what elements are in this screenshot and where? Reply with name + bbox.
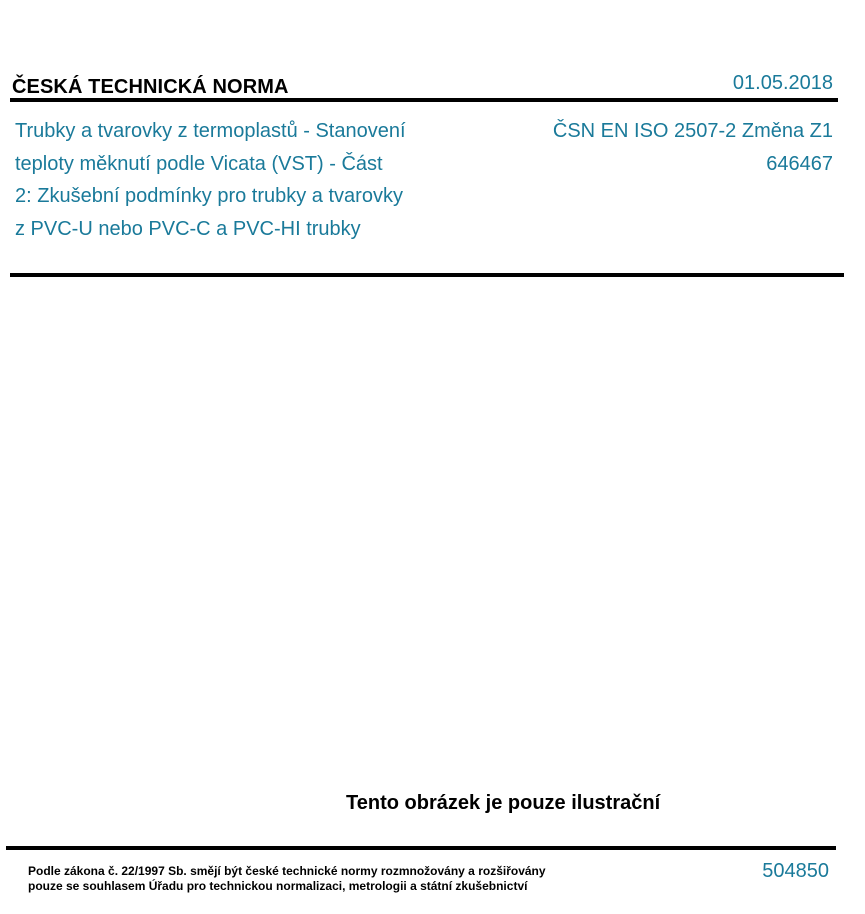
legal-line: Podle zákona č. 22/1997 Sb. smějí být české technické normy rozmnožovány a rozšiřovány xyxy=(28,864,546,878)
title-line: 2: Zkušební podmínky pro trubky a tvarovky xyxy=(15,185,403,207)
class-number: 646467 xyxy=(766,152,833,175)
legal-notice xyxy=(28,864,546,894)
footer-divider xyxy=(6,846,836,850)
document-title xyxy=(15,115,455,245)
publication-date: 01.05.2018 xyxy=(732,72,833,94)
norm-heading: ČESKÁ TECHNICKÁ NORMA xyxy=(12,76,289,98)
standard-code: ČSN EN ISO 2507-2 Změna Z1 xyxy=(552,120,833,142)
document-number: 504850 xyxy=(762,860,829,882)
title-line: teploty měknutí podle Vicata (VST) - Část xyxy=(15,152,383,175)
standard-identifier xyxy=(553,115,833,180)
illustration-notice: Tento obrázek je pouze ilustrační xyxy=(346,792,661,814)
legal-line: pouze se souhlasem Úřadu pro technickou normalizaci, metrologii a státní zkušebnictví xyxy=(28,879,528,893)
header-divider xyxy=(10,98,838,102)
title-divider xyxy=(10,273,844,277)
title-line: z PVC-U nebo PVC-C a PVC-HI trubky xyxy=(15,217,361,240)
title-line: Trubky a tvarovky z termoplastů - Stanovení xyxy=(15,120,406,142)
